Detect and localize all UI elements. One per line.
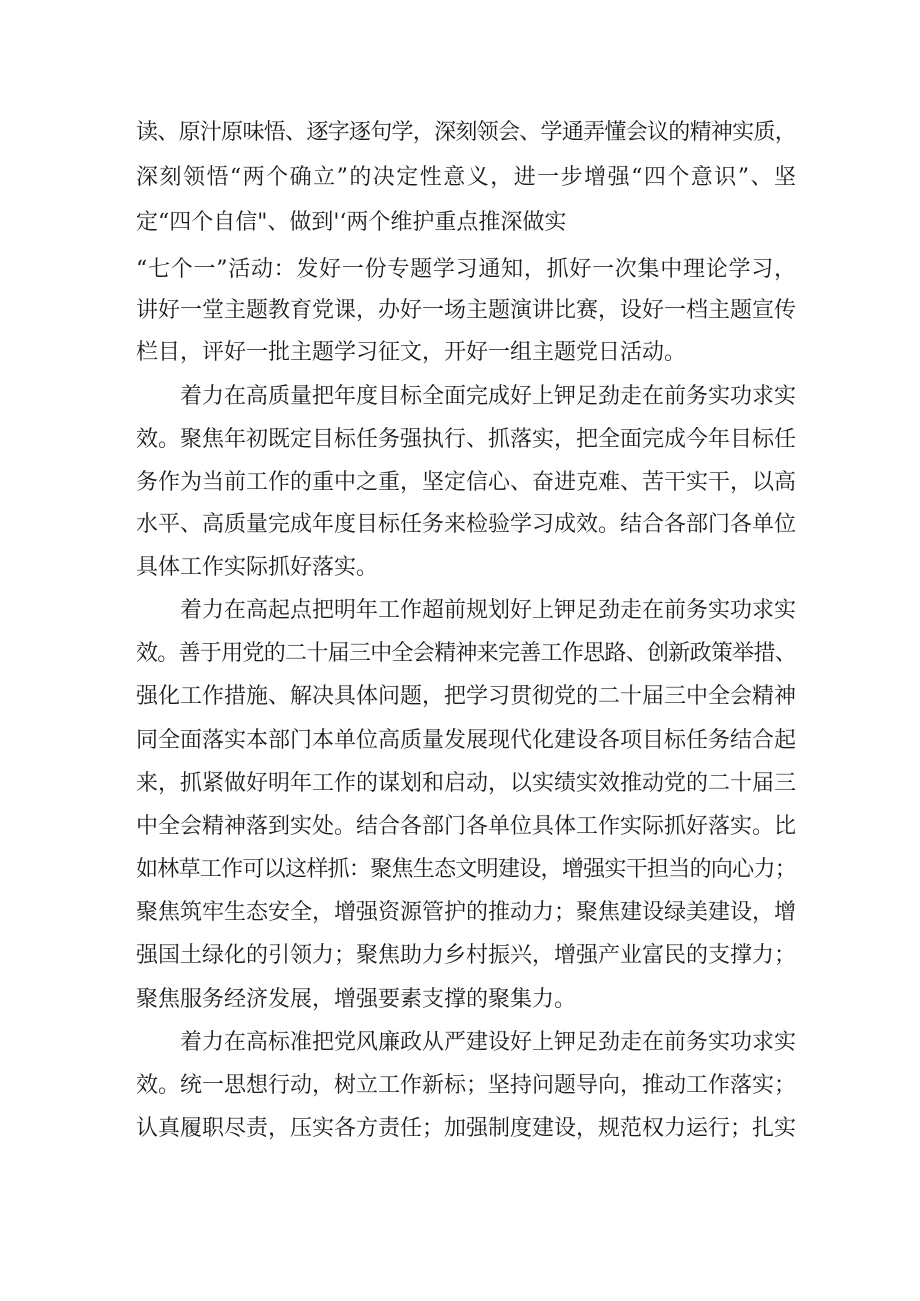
text-line: 中全会精神落到实处。结合各部门各单位具体工作实际抓好落实。比 [136,814,797,839]
text-line: 认真履职尽责，压实各方责任；加强制度建设，规范权力运行；扎实 [136,1116,797,1141]
text-line: 如林草工作可以这样抓：聚焦生态文明建设，增强实干担当的向心力； [136,857,796,882]
text-line: 具体工作实际抓好落实。 [136,555,379,580]
paragraph-first-line: 着力在高质量把年度目标全面完成好上钾足劲走在前务实功求实 [180,384,797,409]
text-line: 深刻领悟“两个确立”的决定性意义，进一步增强“四个意识”、坚 [136,165,796,190]
text-line: 水平、高质量完成年度目标任务来检验学习成效。结合各部门各单位 [136,512,797,537]
text-line: 栏目，评好一批主题学习征文，开好一组主题党日活动。 [136,340,687,365]
paragraph-first-line: 着力在高起点把明年工作超前规划好上钾足劲走在前务实功求实 [180,598,797,623]
text-line: 聚焦筑牢生态安全，增强资源管护的推动力；聚焦建设绿美建设，增 [136,900,797,925]
text-line: 效。聚焦年初既定目标任务强执行、抓落实，把全面完成今年目标任 [136,427,797,452]
text-line: 聚焦服务经济发展，增强要素支撑的聚集力。 [136,987,577,1012]
text-line: 同全面落实本部门本单位高质量发展现代化建设各项目标任务结合起 [136,728,797,753]
text-line: 来，抓紧做好明年工作的谋划和启动，以实绩实效推动党的二十届三 [136,771,797,796]
text-line: 读、原汁原味悟、逐字逐句学，深刻领会、学通弄懂会议的精神实质， [136,120,796,145]
text-line: 强国土绿化的引领力；聚焦助力乡村振兴，增强产业富民的支撑力； [136,943,797,968]
paragraph-first-line: 着力在高标准把党风廉政从严建设好上钾足劲走在前务实功求实 [180,1030,797,1055]
text-line: 定“四个自信"、做到'‘两个维护重点推深做实 [136,210,567,235]
text-line: 讲好一堂主题教育党课，办好一场主题演讲比赛，设好一档主题宣传 [136,298,797,323]
text-line: 务作为当前工作的重中之重，坚定信心、奋进克难、苦干实干，以高 [136,470,797,495]
text-line: 效。善于用党的二十届三中全会精神来完善工作思路、创新政策举措、 [136,641,796,666]
text-line: “七个一”活动：发好一份专题学习通知，抓好一次集中理论学习， [136,257,796,282]
text-line: 强化工作措施、解决具体问题，把学习贯彻党的二十届三中全会精神 [136,684,797,709]
text-line: 效。统一思想行动，树立工作新标；坚持问题导向，推动工作落实； [136,1073,797,1098]
